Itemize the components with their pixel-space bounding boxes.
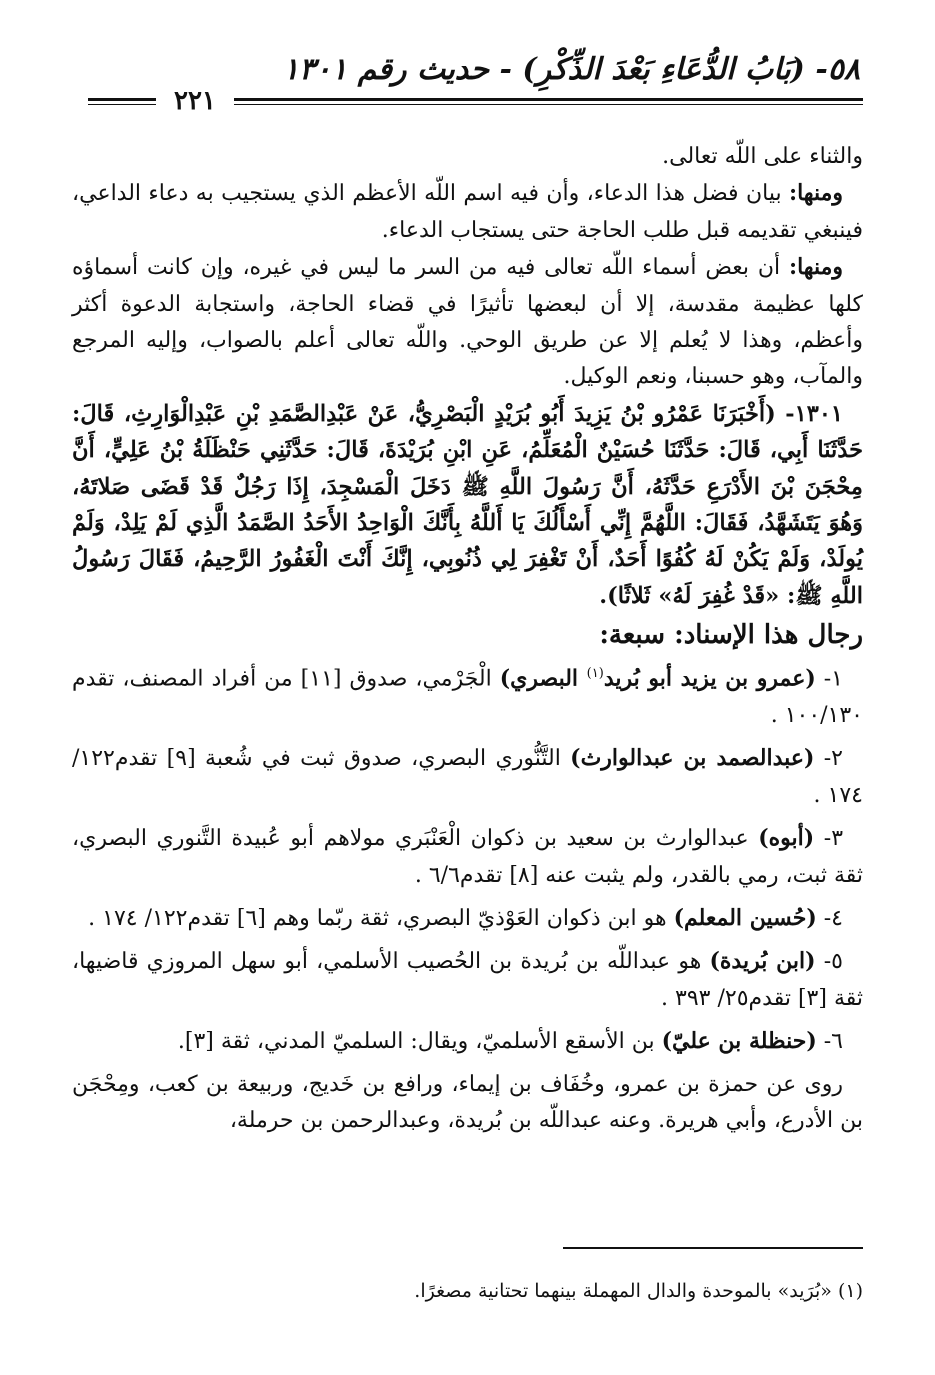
narrator-number: ٦- [823,1029,843,1055]
narrator-text: هو ابن ذكوان العَوْذيّ البصري، ثقة ربّما وهم [٦] تقدم١٢٢/ ١٧٤ . [88,906,674,932]
paragraph-label: ومنها: [788,180,843,207]
page-number: ٢٢١ [174,86,216,116]
continuation-text: روى عن حمزة بن عمرو، وخُفَاف بن إيماء، ورافع بن خَديج، وربيعة بن كعب، ومِحْجَن بن الأدرع، وأبي هريرة. وعنه عبداللّه بن بُريدة، وعبدالرحمن بن حرملة، [72,1071,863,1134]
paragraph [72,175,863,249]
paragraph-text: أن بعض أسماء اللّه تعالى فيه من السر ما ليس في غيره، وإن كانت أسماؤه كلها عظيمة مقدسة، إلا أن لبعضها تأثيرًا في قضاء الحاجة، واستجابة الدعوة أكثر وأعظم، وهذا لا يُعلم إلا عن طريق الوحي. واللّه تعالى أعلم بالصواب، وإليه المرجع والمآب، وهو حسبنا، ونعم الوكيل. [72,255,863,390]
narrator-name: (حُسين المعلم) [673,905,817,932]
narrator-name: (أبوه) [758,825,815,852]
narrator-entry [72,820,863,894]
narrator-number: ٣- [823,826,844,852]
narrator-entry [72,943,863,1017]
narrator-text: بن الأسقع الأسلميّ، ويقال: السلميّ المدني، ثقة [٣]. [177,1029,662,1055]
narrator-number: ٤- [823,906,843,932]
narrator-text: الْجَرْمي، صدوق [١١] من أفراد المصنف، تقدم ١٠٠/١٣٠ . [72,666,863,729]
narrator-name: (عبدالصمد بن عبدالوارث) [570,745,815,772]
narrator-text: التَّنُّوري البصري، صدوق ثبت في شُعبة [٩] تقدم١٢٢/ ١٧٤ . [72,746,863,808]
narrator-name: (عمرو بن يزيد أبو بُريد [603,665,816,692]
narrator-entry [72,1023,863,1060]
running-head [75,52,860,87]
footnote-ref: (١) [586,666,604,682]
header-rule-right [234,98,863,105]
paragraph [72,249,863,396]
paragraph-label: ومنها: [788,254,843,281]
narrator-entry [72,740,863,814]
narrator-name: (ابن بُريدة) [709,948,816,975]
narrator-entry [72,656,863,734]
chapter-title: ٥٨- (بَابُ الدُّعَاءِ بَعْدَ الذِّكْرِ) - حديث رقم ١٣٠١ [282,52,860,87]
main-text [72,138,863,1139]
narrator-name: (حنظلة بن عليّ) [661,1028,817,1055]
hadith-text: ١٣٠١- (أَخْبَرَنَا عَمْرُو بْنُ يَزِيدَ أَبُو بُرَيْدٍ الْبَصْرِيُّ، عَنْ عَبْدِالصَّمَدِ بْنِ عَبْدِالْوَارِثِ، قَالَ: حَدَّثَنَا أَبِي، قَالَ: حَدَّثَنَا حُسَيْنٌ الْمُعَلِّمُ، عَنِ ابْنِ بُرَيْدَةَ، قَالَ: حَدَّثَنِي حَنْظَلَةُ بْنُ عَلِيٍّ، أَنَّ مِحْجَنَ بْنَ الأَدْرَعِ حَدَّثَهُ، أَنَّ رَسُولَ اللَّهِ ﷺ دَخَلَ الْمَسْجِدَ، إِذَا رَجُلٌ قَدْ قَضَى صَلاتَهُ، وَهُوَ يَتَشَهَّدُ، فَقَالَ: اللَّهُمَّ إِنِّي أَسْأَلُكَ يَا أَللَّهُ بِأَنَّكَ الْوَاحِدُ الأَحَدُ الصَّمَدُ الَّذِي لَمْ يَلِدْ، وَلَمْ يُولَدْ، وَلَمْ يَكُنْ لَهُ كُفُوًا أَحَدٌ، أَنْ تَغْفِرَ لِي ذُنُوبِي، إِنَّكَ أَنْتَ الْغَفُورُ الرَّحِيمُ، فَقَالَ رَسُولُ اللَّهِ ﷺ: «قَدْ غُفِرَ لَهُ» ثَلاثًا). [72,400,863,609]
narrator-text: عبدالوارث بن سعيد بن ذكوان الْعَنْبَري مولاهم أبو عُبيدة التَّنوري البصري، ثقة ثبت، رمي بالقدر، ولم يثبت عنه [٨] تقدم٦/٦ . [72,826,863,888]
narrator-number: ٥- [823,949,843,975]
narrator-entry [72,900,863,937]
header-rule [88,86,863,116]
narrator-number: ١- [823,666,843,692]
narrator-number: ٢- [823,746,843,772]
paragraph-text: والثناء على اللّه تعالى. [662,144,863,169]
header-rule-left [88,98,156,105]
narrator-text: هو عبداللّه بن بُريدة بن الحُصيب الأسلمي، أبو سهل المروزي قاضيها، ثقة [٣] تقدم٢٥/ ٣٩٣ . [72,949,863,1011]
narrator-name-cont: البصري) [499,665,587,692]
paragraph [72,138,863,175]
paragraph-text: بيان فضل هذا الدعاء، وأن فيه اسم اللّه الأعظم الذي يستجيب به دعاء الداعي، فينبغي تقديمه قبل طلب الحاجة حتى يستجاب الدعاء. [72,181,863,243]
footnote: (١) «بُرَيد» بالموحدة والدال المهملة بينهما تحتانية مصغرًا. [414,1280,863,1302]
section-title: رجال هذا الإسناد: سبعة: [599,620,863,651]
footnote-divider [563,1247,863,1249]
